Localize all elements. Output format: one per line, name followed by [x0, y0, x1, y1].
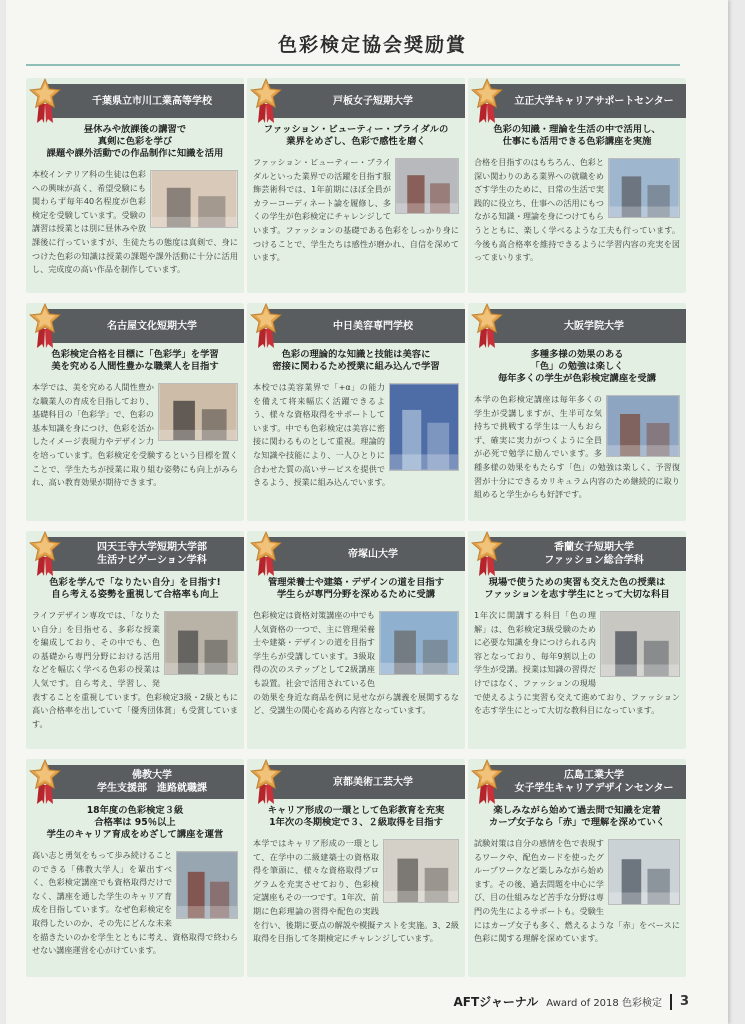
school-name: 名古屋文化短期大学	[48, 309, 244, 343]
school-photo	[606, 395, 680, 457]
school-photo	[608, 839, 680, 905]
school-name: 中日美容専門学校	[269, 309, 465, 343]
award-card	[247, 78, 465, 293]
card-body-text: 本校では美容業界で「+α」の能力を備えて将来幅広く活躍できるよう、様々な資格取得をサポートしています。中でも色彩検定は美容に密接に関わるものとして重視。理論的な知識や技能により、一人ひとりに合わせた質の高いサービスを提供できるよう、授業に組み込んでいます。	[253, 382, 390, 488]
star-medal-icon	[28, 531, 62, 577]
card-headline: 昼休みや放課後の講習で 真剣に色彩を学び 課題や課外活動での作品制作に知識を活用	[46, 124, 224, 159]
star-medal-icon	[470, 759, 504, 805]
card-body-text: 高い志と勇気をもって歩み続けることのできる「佛教大学人」を輩出すべく、色彩検定講座でも資格取得だけでなく、講座を通した学生のキャリア育成を目指しています。なぜ色彩検定を取得したいのか、その先にどんな未来を描きたいのかを学生とともに考え、資格取得で終わらせない講座運営を心がけています。	[32, 850, 238, 956]
card-body-text: ライフデザイン専攻では、「なりたい自分」を目指せる、多彩な授業を編成しており、その中でも、色の基礎から専門分野における活用などを幅広く学べる色彩の授業は人気です。自ら考え、学習し、発表することを重視しています。色彩検定3級・2級ともに高い合格率を出していて「優秀団体賞」も受賞しています。	[32, 610, 238, 729]
card-headline: ファッション・ビューティー・ブライダルの 業界をめざし、色彩で感性を磨く	[263, 124, 449, 147]
award-card	[26, 759, 244, 977]
card-body	[32, 609, 238, 731]
award-card	[247, 303, 465, 521]
card-headline: 色彩の知識・理論を生活の中で活用し、 仕事にも活用できる色彩講座を実施	[493, 124, 661, 147]
card-body-text: ファッション・ビューティー・ブライダルといった業界での活躍を目指す服飾芸術科では、1年前期にほぼ全員がカラーコーディネート論を履修し、多くの学生が色彩検定にチャレンジしています。ファッションの基礎である色彩をしっかり身につけることで、学生たちは感性が磨かれ、自信を深めています。	[253, 157, 459, 263]
card-body-text: 本校インテリア科の生徒は色彩への興味が高く、希望受験にも関わらず毎年40名程度が色彩検定を受験しています。受験の講習は授業とは別に昼休みや放課後に行っていますが、生徒たちの態度は真剣で、身につけた色彩の知識は授業の課題や課外活動に十分に活用し、完成度の高い作品を制作しています。	[32, 169, 238, 275]
star-medal-icon	[249, 759, 283, 805]
award-card	[247, 759, 465, 977]
page-title: 色彩検定協会奨励賞	[277, 34, 467, 56]
award-card	[26, 531, 244, 749]
footer-caption: Award of 2018 色彩検定	[546, 998, 662, 1009]
card-body	[253, 156, 459, 265]
card-body-text: 1年次に開講する科目「色の理解」は、色彩検定3級受験のために必要な知識を身につけられる内容となっており、毎年9割以上の学生が受講。授業は知識の習得だけではなく、ファッションの現場で使えるように実習も交えて進めており、ファッションを志す学生にとって大切な教科目になっています。	[474, 610, 680, 716]
award-card	[26, 78, 244, 293]
card-body	[253, 381, 459, 490]
card-body	[253, 609, 459, 718]
card-body-text: 試験対策は自分の感情を色で表現するワークや、配色カードを使ったグループワークなど楽しみながら始めます。その後、過去問題を中心に学び、目の仕組みなど苦手な分野は専門の先生によるサポートも。受験生にはカープ女子も多く、燃えるような「赤」をベースに色彩に関する理解を深めています。	[474, 838, 680, 944]
star-medal-icon	[28, 78, 62, 124]
school-name: 千葉県立市川工業高等学校	[48, 84, 244, 118]
footer-divider	[670, 994, 672, 1010]
school-name: 大阪学院大学	[490, 309, 686, 343]
card-body	[474, 609, 680, 718]
school-name: 佛教大学 学生支援部 進路就職課	[48, 765, 244, 799]
card-headline: 現場で使うための実習も交えた色の授業は ファッションを志す学生にとって大切な科目	[484, 577, 670, 600]
school-photo	[379, 611, 459, 675]
school-name: 四天王寺大学短期大学部 生活ナビゲーション学科	[48, 537, 244, 571]
award-card	[468, 78, 686, 293]
school-name: 帝塚山大学	[269, 537, 465, 571]
award-grid	[26, 78, 686, 978]
star-medal-icon	[470, 303, 504, 349]
star-medal-icon	[470, 78, 504, 124]
school-photo	[176, 851, 238, 919]
school-photo	[389, 383, 459, 471]
journal-logo: AFTジャーナル	[453, 995, 539, 1009]
school-name: 香蘭女子短期大学 ファッション総合学科	[490, 537, 686, 571]
school-photo	[383, 839, 459, 903]
star-medal-icon	[28, 759, 62, 805]
title-divider	[26, 64, 680, 66]
award-card	[26, 303, 244, 521]
star-medal-icon	[28, 303, 62, 349]
card-body	[32, 168, 238, 277]
school-photo	[158, 383, 238, 441]
card-body-text: 色彩検定は資格対策講座の中でも人気資格の一つで、主に管理栄養士や建築・デザインの道を目指す学生らが受講しています。3級取得の次のステップとして2級講座も設置。社会で活用されている色の効果を身近な商品を例に見せながら講義を展開するなど、受講生の関心を高める内容となっています。	[253, 610, 459, 716]
star-medal-icon	[249, 531, 283, 577]
school-name: 戸板女子短期大学	[269, 84, 465, 118]
page-footer	[453, 993, 689, 1010]
card-headline: 18年度の色彩検定３級 合格率は 95％以上 学生のキャリア育成をめざして講座を運営	[46, 805, 224, 840]
card-body-text: 本学ではキャリア形成の一環として、在学中の二級建築士の資格取得を筆頭に、様々な資格取得プログラムを充実させており、色彩検定講座もその一つです。1年次、前期に色彩理論の習得や配色の実践を行い、後期に要点の解説や模擬テストを実施。3、2級取得を目指して冬期検定にチャレンジしています。	[253, 838, 459, 944]
card-body	[253, 837, 459, 946]
page-number: 3	[679, 994, 689, 1009]
award-card	[247, 531, 465, 749]
school-photo	[164, 611, 238, 675]
card-headline: 管理栄養士や建築・デザインの道を目指す 学生らが専門分野を深めるために受講	[268, 577, 444, 600]
award-card	[468, 303, 686, 521]
card-body	[32, 849, 238, 958]
award-card	[468, 759, 686, 977]
school-name: 京都美術工芸大学	[269, 765, 465, 799]
school-photo	[600, 611, 680, 677]
school-photo	[608, 158, 680, 218]
school-photo	[395, 158, 459, 214]
card-headline: 色彩の理論的な知識と技能は美容に 密接に関わるため授業に組み込んで学習	[272, 349, 440, 372]
card-headline: 楽しみながら始めて過去問で知識を定着 カープ女子なら「赤」で理解を深めていく	[488, 805, 666, 828]
award-card	[468, 531, 686, 749]
school-name: 立正大学キャリアサポートセンター	[490, 84, 686, 118]
card-body-text: 本学では、美を究める人間性豊かな職業人の育成を目指しており、基礎科目の「色彩学」で、色彩の基本知識を身につけ、色彩を活かしたイメージ表現力やデザイン力を培っています。色彩検定を受験するという目標を置くことで、学生たちが授業に取り組む姿勢にも向上がみられ、高い教育効果が期待できます。	[32, 382, 238, 488]
card-body	[474, 837, 680, 946]
card-headline: キャリア形成の一環として色彩教育を充実 1年次の冬期検定で３、２級取得を目指す	[267, 805, 445, 828]
card-headline: 多種多様の効果のある 「色」の勉強は楽しく 毎年多くの学生が色彩検定講座を受講	[497, 349, 657, 384]
card-body	[474, 156, 680, 265]
star-medal-icon	[249, 78, 283, 124]
school-name: 広島工業大学 女子学生キャリアデザインセンター	[490, 765, 686, 799]
card-headline: 色彩を学んで「なりたい自分」を目指す! 自ら考える姿勢を重視して合格率も向上	[49, 577, 221, 600]
card-body-text: 合格を目指すのはもちろん、色彩と深い関わりのある業界への就職をめざす学生のために、日常の生活で実践的に役立ち、仕事への活用にもつながる知識・理論を身につけてもらうとともに、楽しく学べるような工夫も行っています。今後も高合格率を維持できるように学習内容の充実を図ってまいります。	[474, 157, 680, 263]
card-body	[32, 381, 238, 490]
card-body	[474, 393, 680, 502]
card-body-text: 本学の色彩検定講座は毎年多くの学生が受講しますが、生半可な気持ちで挑戦する学生は一人もおらず、確実に実力がつくように全員が必死で勉学に励んでいます。多種多様の効果をもたらす「色」の勉強は楽しく、予習復習が十分にできるカリキュラム内容のため継続的に取り組めると学生からも好評です。	[474, 394, 680, 500]
school-photo	[150, 170, 238, 228]
star-medal-icon	[470, 531, 504, 577]
card-headline: 色彩検定合格を目標に「色彩学」を学習 美を究める人間性豊かな職業人を目指す	[51, 349, 219, 372]
star-medal-icon	[249, 303, 283, 349]
